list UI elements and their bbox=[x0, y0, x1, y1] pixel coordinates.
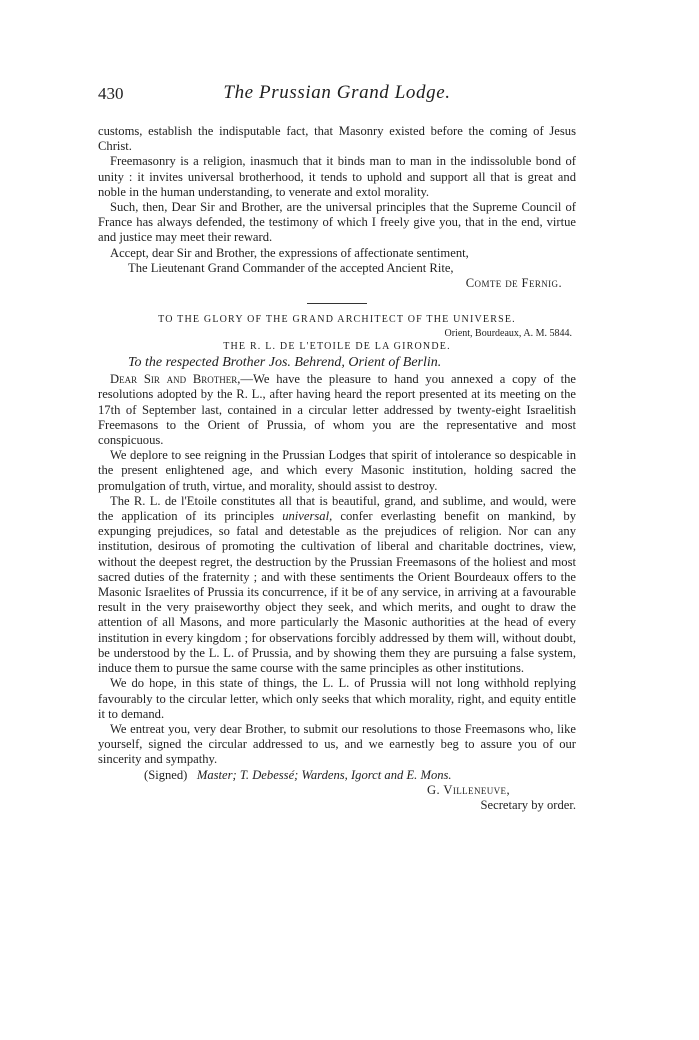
closing-name bbox=[98, 783, 576, 798]
lodge-name: THE R. L. DE L'ETOILE DE LA GIRONDE. bbox=[223, 341, 451, 353]
letter-orient-date: Orient, Bourdeaux, A. M. 5844. bbox=[444, 328, 572, 340]
closing-accept: Accept, dear Sir and Brother, the expressions of affectionate sentiment, bbox=[110, 245, 469, 260]
paragraph-opening bbox=[98, 372, 576, 448]
etoile-text-b: confer everlasting benefit on mankind, by expunging prejudices, so fatal and detestable as the prejudices of religion. Nor can any institution, desirous of promoting the cultivation of liberal and charitable doctrines, view, without the deepest regret, the destruction by the Prussian Freemasons of the holiest and most sacred duties of the fraternity ; and with these sentiments the Orient Bourdeaux offers to the Masonic Israelites of Prussia its concurrence, if it be of any service, in arriving at a favourable result in the very praiseworthy object they seek, and which merits, and ought to draw the attention of all Masons, and more particularly the Masonic authorities at the head of every institution in every kingdom ; for observations forcibly addressed by them will, without doubt, be understood by the L. L. of Prussia, and by showing them they are pursuing a false system, induce them to pursue the same course with the same principles as other institutions. bbox=[98, 509, 576, 676]
signed-text: Master; T. Debessé; Wardens, Igorct and E. Mons. bbox=[196, 767, 452, 782]
etoile-universal: universal, bbox=[282, 509, 333, 524]
page-header bbox=[98, 82, 576, 112]
paragraph-deplore: We deplore to see reigning in the Prussian Lodges that spirit of intolerance so despicable in the present enlightened age, and which every Masonic institution, holding sacred the promulgation of truth, virtue, and morality, should assist to destroy. bbox=[98, 448, 576, 493]
page-number: 430 bbox=[98, 84, 124, 103]
paragraph-universal-principles: Such, then, Dear Sir and Brother, are the universal principles that the Supreme Council of France has always defended, the testimony of which I freely give you, that in the end, virtue and justice may meet their reward. bbox=[98, 200, 576, 245]
paragraph-hope: We do hope, in this state of things, the L. L. of Prussia will not long withhold replying favourably to the circular letter, which only seeks that which morality, right, and equity entitle it to demand. bbox=[98, 676, 576, 721]
book-page bbox=[98, 82, 576, 813]
paragraph-etoile bbox=[98, 494, 576, 676]
running-title: The Prussian Grand Lodge. bbox=[223, 82, 451, 103]
secretary-name: G. Villeneuve, bbox=[427, 782, 510, 797]
paragraph-entreat: We entreat you, very dear Brother, to submit our resolutions to those Freemasons who, like yourself, signed the circular addressed to us, and we earnestly beg to assure you of our sincerity and sympathy. bbox=[98, 721, 576, 767]
opening-text: —We have the pleasure to hand you annexed a copy of the resolutions adopted by the R. L., after having heard the report presented at its meeting on the 17th of September last, contained in a circular letter addressed by twenty-eight Israelitish Freemasons to the Orient of Prussia, of whom you are the representative and most conspicuous. bbox=[98, 372, 576, 448]
signer-comte-de-fernig: Comte de Fernig. bbox=[465, 276, 562, 291]
letter-address: To the respected Brother Jos. Behrend, Orient of Berlin. bbox=[128, 355, 442, 371]
paragraph-freemasonry-religion: Freemasonry is a religion, inasmuch that it binds man to man in the indissoluble bond of unity : it invites universal brotherhood, it tends to uphold and support all that is great and noble in the human understanding, to venerate and extol morality. bbox=[98, 154, 576, 199]
closing-role: Secretary by order. bbox=[480, 797, 576, 812]
paragraph-customs: customs, establish the indisputable fact, that Masonry existed before the coming of Jesus Christ. bbox=[98, 124, 576, 154]
signed-label: (Signed) bbox=[144, 767, 188, 782]
closing-signed bbox=[144, 768, 576, 783]
salutation: Dear Sir and Brother, bbox=[110, 372, 241, 387]
closing-commander: The Lieutenant Grand Commander of the accepted Ancient Rite, bbox=[128, 260, 454, 275]
etoile-text-a: The R. L. de l'Etoile constitutes all that is beautiful, grand, and sublime, and would, were the application of its principles bbox=[98, 493, 576, 524]
letter-heading: TO THE GLORY OF THE GRAND ARCHITECT OF THE UNIVERSE. bbox=[158, 314, 516, 326]
section-divider bbox=[307, 303, 367, 304]
